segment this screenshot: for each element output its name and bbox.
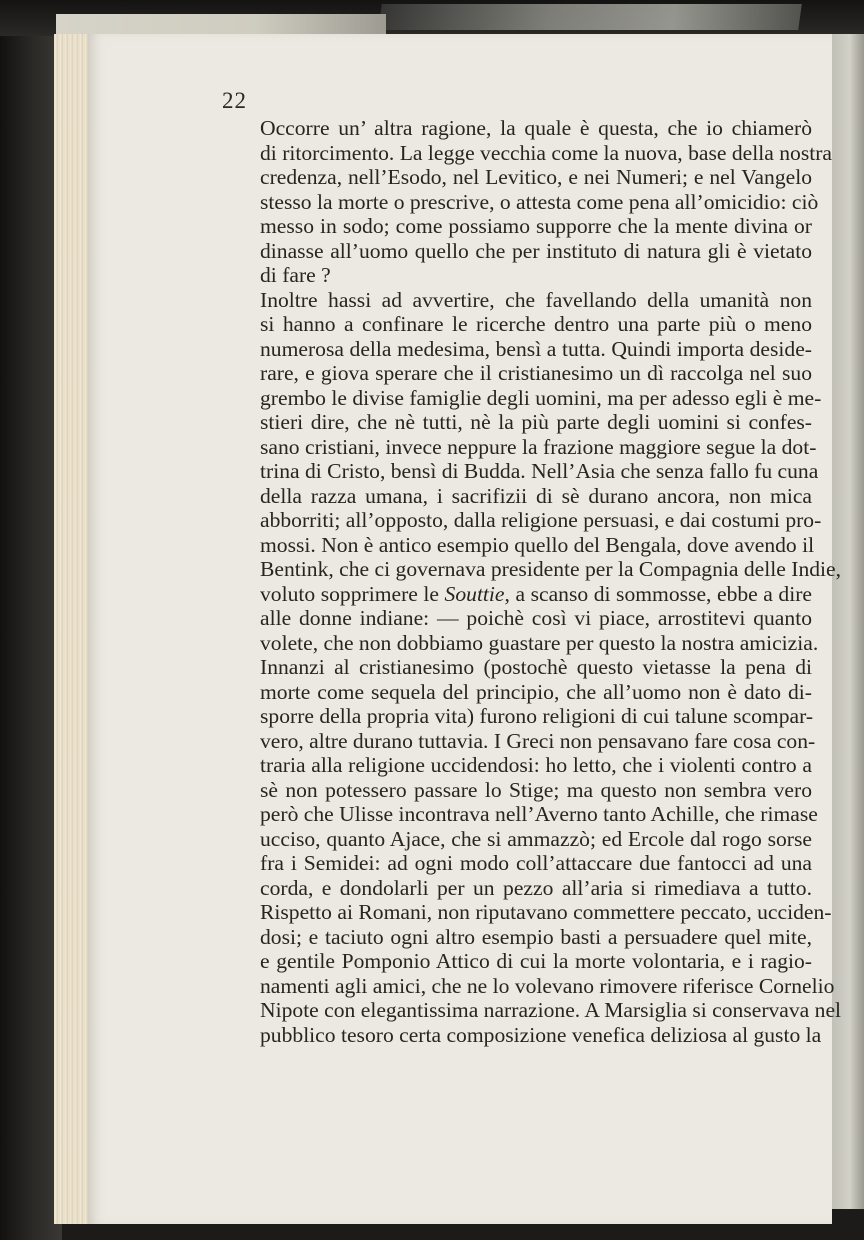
text-line: si hanno a confinare le ricerche dentro una parte più o meno [260, 312, 812, 336]
text-line: Nipote con elegantissima narrazione. A Marsiglia si conservava nel [260, 998, 842, 1022]
page-number: 22 [222, 88, 247, 113]
text-line: namenti agli amici, che ne lo volevano rimovere riferisce Cornelio [260, 973, 835, 998]
book-cover-top [0, 0, 864, 36]
text-line: di ritorcimento. La legge vecchia come la nuova, base della nostra [260, 140, 833, 165]
backing-sheet-right [828, 34, 864, 1209]
text-line: grembo le divise famiglie degli uomini, ma per adesso egli è me- [260, 385, 822, 410]
torn-paper-strip [378, 4, 802, 30]
torn-paper-strip-light [56, 14, 386, 36]
text-line: alle donne indiane: — poichè così vi piace, arrostitevi quanto [260, 606, 812, 630]
text-line: dosi; e taciuto ogni altro esempio basti a persuadere quel mite, [260, 924, 812, 949]
text-line: Innanzi al cristianesimo (postochè questo vietasse la pena di [260, 655, 812, 679]
text-line: corda, e dondolarli per un pezzo all’aria si rimediava a tutto. [260, 875, 812, 900]
paragraph [222, 655, 842, 1047]
text-line: dinasse all’uomo quello che per instituto di natura gli è vietato [260, 238, 812, 263]
text-line: però che Ulisse incontrava nell’Averno tanto Achille, che rimase [260, 802, 818, 826]
text-line: Bentink, che ci governava presidente per la Compagnia delle Indie, [260, 557, 842, 581]
page-text [222, 116, 842, 1047]
text-line: stieri dire, che nè tutti, nè la più parte degli uomini si confes- [260, 410, 812, 434]
text-line: Occorre un’ altra ragione, la quale è questa, che io chiamerò [260, 116, 812, 140]
text-line: pubblico tesoro certa composizione venefica deliziosa al gusto la [260, 1022, 822, 1047]
paragraph [222, 116, 833, 288]
text-line: fra i Semidei: ad ogni modo coll’attaccare due fantocci ad una [260, 851, 812, 875]
text-line: sè non potessero passare lo Stige; ma questo non sembra vero [260, 777, 812, 802]
text-line: messo in sodo; come possiamo supporre che la mente divina or [260, 214, 812, 238]
text-line: mossi. Non è antico esempio quello del Bengala, dove avendo il [260, 532, 815, 557]
text-line: sano cristiani, invece neppure la frazione maggiore segue la dot- [260, 434, 817, 459]
text-line: voluto sopprimere le Souttie, a scanso di sommosse, ebbe a dire [260, 581, 812, 606]
text-line: credenza, nell’Esodo, nel Levitico, e nei Numeri; e nel Vangelo [260, 165, 812, 189]
text-line: volete, che non dobbiamo guastare per questo la nostra amicizia. [260, 630, 819, 655]
text-line: numerosa della medesima, bensì a tutta. Quindi importa deside- [260, 336, 812, 361]
text-line: rare, e giova sperare che il cristianesimo un dì raccolga nel suo [260, 361, 812, 385]
paragraph [222, 287, 842, 656]
text-line: ucciso, quanto Ajace, che si ammazzò; ed Ercole dal rogo sorse [260, 826, 812, 851]
text-line: della razza umana, i sacrifizii di sè durano ancora, non mica [260, 483, 812, 508]
text-line: stesso la morte o prescrive, o attesta come pena all’omicidio: ciò [260, 189, 819, 214]
text-line: vero, altre durano tuttavia. I Greci non pensavano fare cosa con- [260, 728, 816, 753]
text-line: e gentile Pomponio Attico di cui la morte volontaria, e i ragio- [260, 949, 812, 973]
text-line: di fare ? [260, 263, 331, 287]
book-binding-left [0, 0, 62, 1240]
text-line: sporre della propria vita) furono religioni di cui talune scompar- [260, 704, 814, 728]
text-line: trina di Cristo, bensì di Budda. Nell’Asia che senza fallo fu cuna [260, 459, 819, 483]
page-edge-stack [54, 34, 92, 1224]
text-line: abborriti; all’opposto, dalla religione persuasi, e dai costumi pro- [260, 508, 822, 532]
text-line: morte come sequela del principio, che all’uomo non è dato di- [260, 679, 812, 704]
text-line: Rispetto ai Romani, non riputavano commettere peccato, ucciden- [260, 900, 832, 924]
text-line: traria alla religione uccidendosi: ho letto, che i violenti contro a [260, 753, 812, 777]
text-line: Inoltre hassi ad avvertire, che favellando della umanità non [260, 287, 812, 312]
